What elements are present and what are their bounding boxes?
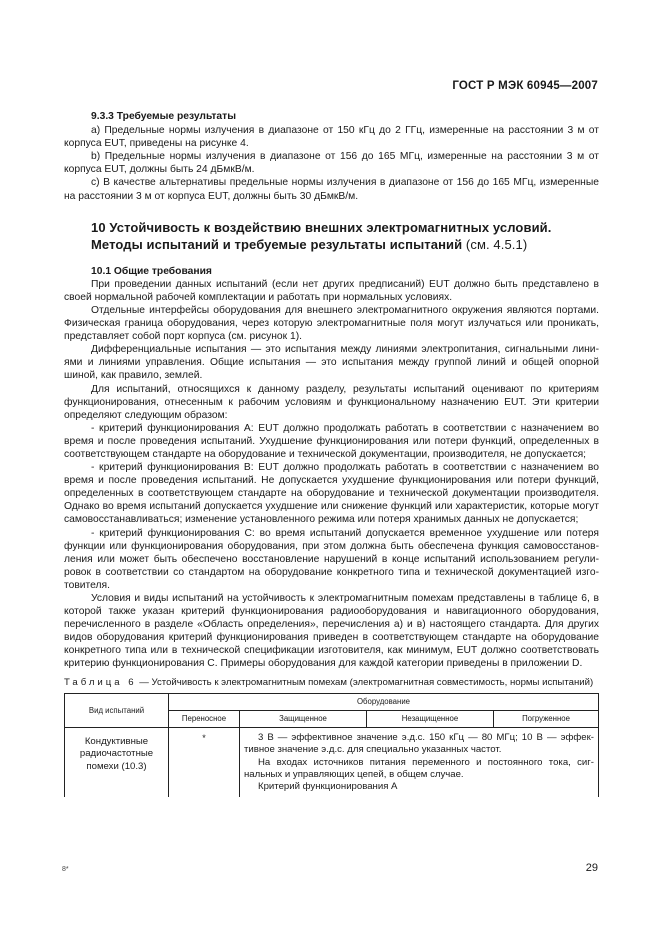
section-10-1-heading: 10.1 Общие требования: [91, 265, 212, 277]
sub-col-submerged: Погруженное: [494, 711, 599, 728]
col-header-test-type: Вид испытаний: [65, 694, 169, 728]
footer-mark: 8*: [62, 866, 69, 873]
item-b: b) Предельные нормы излучения в диапазоне от 156 до 165 МГц, измеренные на расстоянии 3 м от корпуса EUT, должны быть 24 дБмкВ/м.: [64, 151, 599, 176]
section-10-heading: [64, 219, 599, 253]
paragraph: Условия и виды испытаний на устойчивость к электромагнитным помехам представлены в таблице 6, в которой также указан критерий функционирования радиооборудования и навигационного оборудования, перечисленного в разделе «Область определения», перечисления а) и в) настоящего стандарта. Для других видов оборудования критерий функционирования приведен в соответствующем стандарте на оборудование конкретного типа или в технической спецификации изготовителя, как минимум, EUT должно соответствовать критерию функционирования С. Примеры оборудования для каждой категории приведены в приложении D.: [64, 593, 599, 670]
section-10-ref: (см. 4.5.1): [462, 236, 528, 252]
sub-col-portable: Переносное: [169, 711, 240, 728]
row-test-cell: [65, 728, 169, 797]
page-number: 29: [585, 862, 598, 874]
section-10-title: 10 Устойчивость к воздействию внешних электромагнитных условий. Методы испытаний и требуемые результаты испытаний: [91, 219, 552, 252]
table-6-caption: [64, 677, 599, 690]
criterion-b: - критерий функционирования В: EUT должно продолжать работать в соответствии с назначением во время и после проведения испытаний. Не допускается ухудшение функционирования или потери функций, определенных в соответствующем стандарте на оборудование и технической документации производителя. Однако во время испытаний допускается ухудшение или снижение функций или характеристик, которые могут самовосстанавливаться; изменение установленного режима или потеря хранимых данных не допускается;: [64, 462, 599, 526]
table-6: [64, 693, 599, 796]
section-9-3-3-heading: 9.3.3 Требуемые результаты: [91, 111, 236, 122]
table-caption-text: — Устойчивость к электромагнитным помехам (электромагнитная совместимость, нормы испытаний): [136, 676, 594, 688]
table-caption-label: Таблица 6: [64, 676, 137, 688]
row-portable-cell: [169, 728, 240, 797]
row-test-name: Кондуктивные радиочастотные помехи (10.3): [79, 736, 154, 772]
page-content: [64, 110, 599, 797]
sub-col-protected: Защищенное: [240, 711, 367, 728]
row-description-cell: [240, 728, 599, 797]
paragraph: Отдельные интерфейсы оборудования для внешнего электромагнитного окружения являются портами. Физическая граница оборудования, через которую электромагнитные поля могут излучаться или проникать, представляет собой порт корпуса (см. рисунок 1).: [64, 304, 599, 343]
criterion-c: - критерий функционирования С: во время испытаний допускается временное ухудшение или потеря функции или функционирования оборудования, при этом должна быть обеспечена функция самовосстановления или может быть обеспечено восстановление нарушений в конце испытаний использованием регулировок в соответствии со стандартом на оборудование конкретного типа и технической документацией изготовителя.: [64, 527, 599, 591]
paragraph: Для испытаний, относящихся к данному разделу, результаты испытаний оценивают по критериям функционирования, отнесенным к рабочим условиям и функциональному назначению EUT. Эти критерии определяют следующим образом:: [64, 383, 599, 421]
col-header-equipment: Оборудование: [169, 694, 599, 711]
paragraph: При проведении данных испытаний (если нет других предписаний) EUT должно быть представлено в своей нормальной рабочей комплектации и работать при нормальных условиях.: [64, 278, 599, 303]
criterion-a: - критерий функционирования А: EUT должно продолжать работать в соответствии с назначением во время и после проведения испытаний. Ухудшение функционирования или потери функций, определенных в соответствующем стандарте на оборудование и технической документации, производителя, не допускается;: [64, 422, 599, 460]
table-row: [65, 728, 599, 797]
sub-col-unprotected: Незащищенное: [367, 711, 494, 728]
row-desc-line: На входах источников питания переменного и постоянного тока, сигнальных и управляющих цепей, в общем случае.: [244, 756, 594, 780]
row-desc-line: Критерий функционирования А: [258, 781, 398, 793]
item-c: с) В качестве альтернативы предельные нормы излучения в диапазоне от 156 до 165 МГц, измеренные на расстоянии 3 м от корпуса EUT, должны быть 30 дБмкВ/м.: [64, 177, 599, 202]
item-a: а) Предельные нормы излучения в диапазоне от 150 кГц до 2 ГГц, измеренные на расстоянии 3 м от корпуса EUT, приведены на рисунке 4.: [64, 125, 599, 150]
row-desc-line: 3 В — эффективное значение э.д.с. 150 кГц — 80 МГц; 10 В — эффективное значение э.д.с. для специально указанных частот.: [244, 732, 594, 756]
paragraph: Дифференциальные испытания — это испытания между линиями электропитания, сигнальными линиями и линиями управления. Общие испытания — это испытания между группой линий и общей опорной шиной, как правило, землей.: [64, 344, 599, 382]
row-mark: *: [202, 733, 206, 744]
document-id-header: ГОСТ Р МЭК 60945—2007: [452, 80, 598, 92]
